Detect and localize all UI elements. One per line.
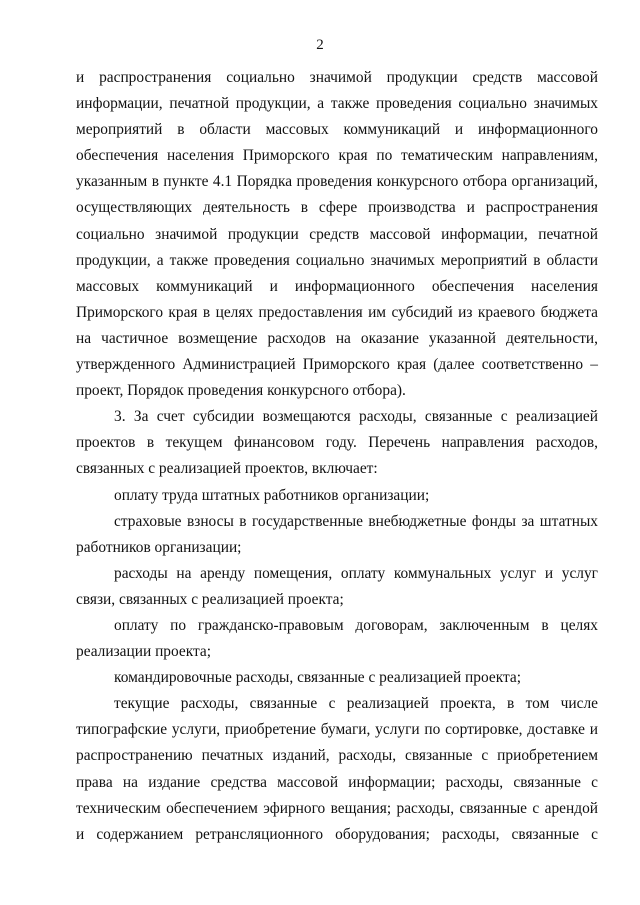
list-item-salary: оплату труда штатных работников организации; [114,486,430,504]
page-number: 2 [316,37,324,53]
list-item-travel: командировочные расходы, связанные с реализацией проекта; [114,669,521,687]
document-body [76,65,598,848]
list-item-insurance: страховые взносы в государственные внебюджетные фонды за штатных работников организации; [76,512,598,556]
list-item-civil-contracts: оплату по гражданско-правовым договорам, заключенным в целях реализации проекта; [76,616,598,661]
paragraph-item-3: 3. За счет субсидии возмещаются расходы, связанные с реализацией проектов в текущем финансовом году. Перечень направления расходов, связанных с реализацией проектов, включает: [76,408,598,478]
list-item-rent-utilities: расходы на аренду помещения, оплату коммунальных услуг и услуг связи, связанных с реализацией проекта; [76,564,598,608]
paragraph-continuation: и распространения социально значимой продукции средств массовой информации, печатной продукции, а также проведения социально значимых мероприятий в области массовых коммуникаций и информационного обеспечения населения Приморского края по тематическим направлениям, указанным в пункте 4.1 Порядка проведения конкурсного отбора организаций, осуществляющих деятельность в сфере производства и распространения социально значимой продукции средств массовой информации, печатной продукции, а также проведения социально значимых мероприятий в области массовых коммуникаций и информационного обеспечения населения Приморского края в целях предоставления им субсидий из краевого бюджета на частичное возмещение расходов на оказание указанной деятельности, утвержденного Администрацией Приморского края (далее соответственно – проект, Порядок проведения конкурсного отбора). [76,69,598,400]
list-item-current-expenses: текущие расходы, связанные с реализацией проекта, в том числе типографские услуги, приобретение бумаги, услуги по сортировке, доставке и распространению печатных изданий, расходы, связанные с приобретением права на издание средства массовой информации; расходы, связанные с техническим обеспечением эфирного вещания; расходы, связанные с арендой и содержанием ретрансляционного оборудования; расходы, связанные с [76,695,598,843]
